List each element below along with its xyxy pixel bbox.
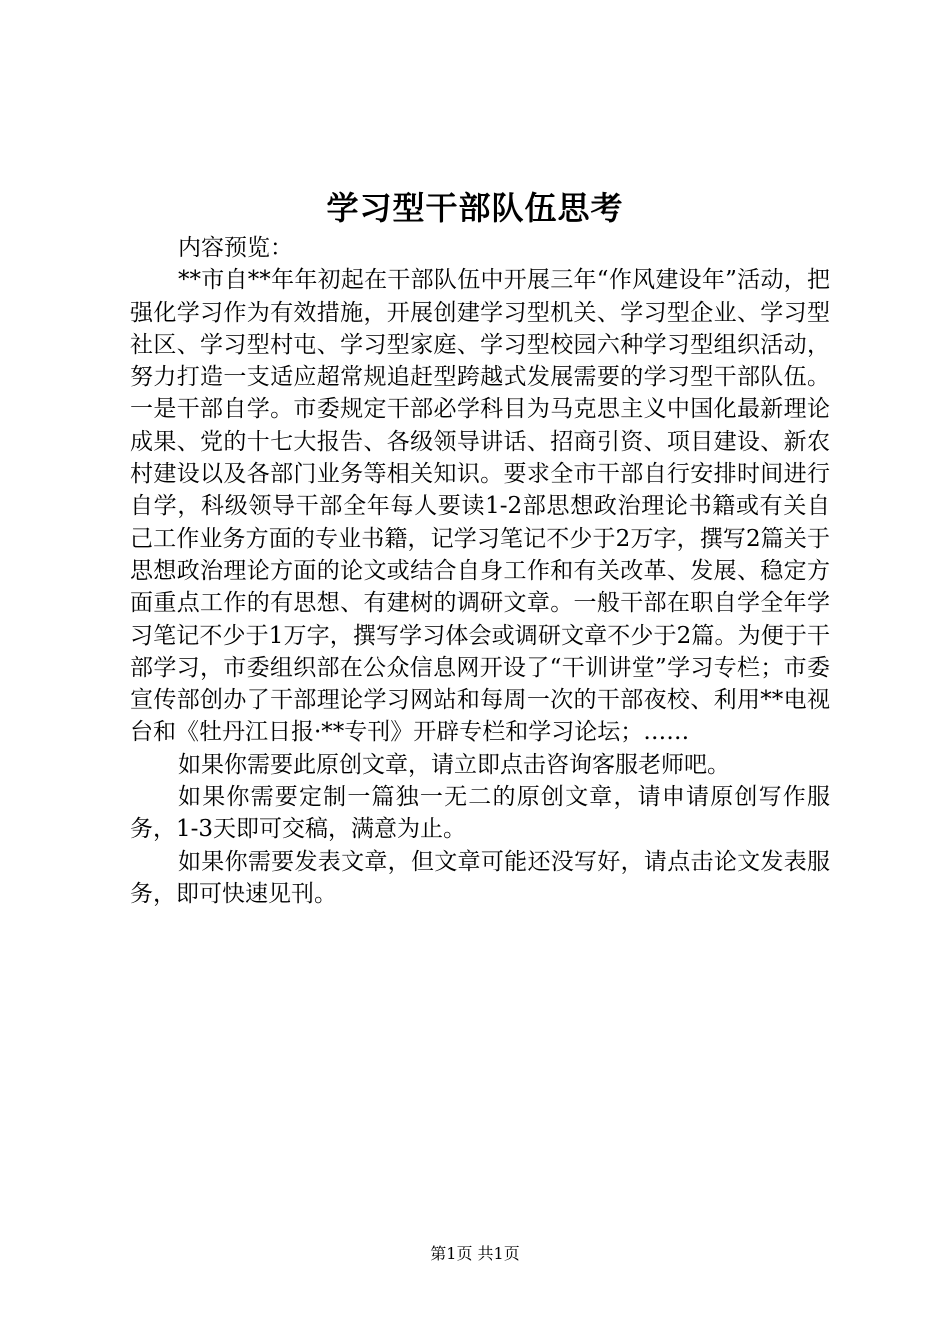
document-body bbox=[130, 232, 830, 910]
service-paragraph-custom: 如果你需要定制一篇独一无二的原创文章，请申请原创写作服务，1-3天即可交稿，满意为止。 bbox=[130, 784, 830, 843]
page-indicator: 第1页 共1页 bbox=[430, 1244, 520, 1263]
service-paragraph-publish: 如果你需要发表文章，但文章可能还没写好，请点击论文发表服务，即可快速见刊。 bbox=[130, 848, 830, 907]
body-paragraph: **市自**年年初起在干部队伍中开展三年“作风建设年”活动，把强化学习作为有效措施，开展创建学习型机关、学习型企业、学习型社区、学习型村屯、学习型家庭、学习型校园六种学习型组织活动，努力打造一支适应超常规追赶型跨越式发展需要的学习型干部队伍。一是干部自学。市委规定干部必学科目为马克思主义中国化最新理论成果、党的十七大报告、各级领导讲话、招商引资、项目建设、新农村建设以及各部门业务等相关知识。要求全市干部自行安排时间进行自学，科级领导干部全年每人要读1-2部思想政治理论书籍或有关自己工作业务方面的专业书籍，记学习笔记不少于2万字，撰写2篇关于思想政治理论方面的论文或结合自身工作和有关改革、发展、稳定方面重点工作的有思想、有建树的调研文章。一般干部在职自学全年学习笔记不少于1万字，撰写学习体会或调研文章不少于2篇。为便于干部学习，市委组织部在公众信息网开设了“干训讲堂”学习专栏；市委宣传部创办了干部理论学习网站和每周一次的干部夜校、利用**电视台和《牡丹江日报·**专刊》开辟专栏和学习论坛；…… bbox=[130, 267, 830, 746]
preview-label: 内容预览： bbox=[178, 235, 293, 261]
document-title: 学习型干部队伍思考 bbox=[326, 189, 624, 227]
service-paragraph-consult: 如果你需要此原创文章，请立即点击咨询客服老师吧。 bbox=[178, 751, 730, 778]
